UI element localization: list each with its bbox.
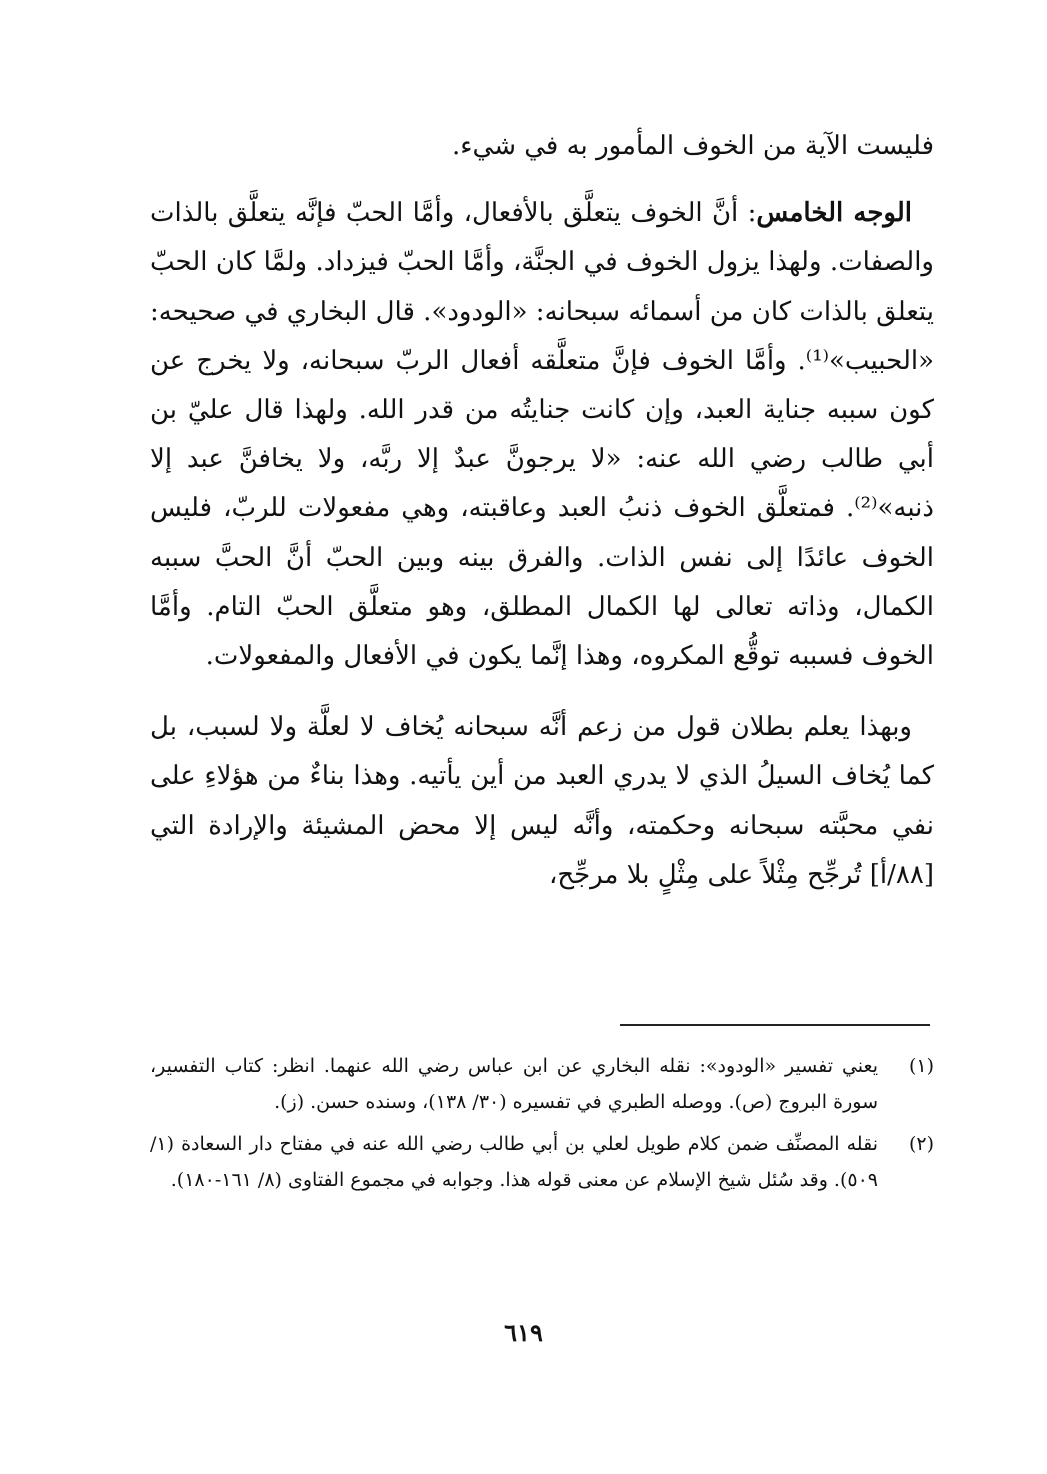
footnotes bbox=[150, 1048, 934, 1204]
footnote-divider bbox=[620, 1024, 930, 1026]
footnote-number: (١) bbox=[908, 1055, 934, 1077]
section-body: : أنَّ الخوف يتعلَّق بالأفعال، وأمَّا الحبّ فإنَّه يتعلَّق بالذات والصفات. ولهذا يزول الخوف في الجنَّة، وأمَّا الحبّ فيزداد. ولمَّا كان الحبّ يتعلق بالذات كان من أسمائه سبحانه: «الودود». قال البخاري في صحيحه: «الحبيب»⁽¹⁾. وأمَّا الخوف فإنَّ متعلَّقه أفعال الربّ سبحانه، ولا يخرج عن كون سببه جناية العبد، وإن كانت جنايتُه من قدر الله. ولهذا قال عليّ بن أبي طالب رضي الله عنه: «لا يرجونَّ عبدٌ إلا ربَّه، ولا يخافنَّ عبد إلا ذنبه»⁽²⁾. فمتعلَّق الخوف ذنبُ العبد وعاقبته، وهي مفعولات للربّ، فليس الخوف عائدًا إلى نفس الذات. والفرق بينه وبين الحبّ أنَّ الحبَّ سببه الكمال، وذاته تعالى لها الكمال المطلق، وهو متعلَّق الحبّ التام. وأمَّا الخوف فسببه توقُّع المكروه، وهذا إنَّما يكون في الأفعال والمفعولات. bbox=[149, 198, 934, 672]
paragraph-refutation: وبهذا يعلم بطلان قول من زعم أنَّه سبحانه يُخاف لا لعلَّة ولا لسبب، بل كما يُخاف السيلُ الذي لا يدري العبد من أين يأتيه. وهذا بناءٌ من هؤلاءِ على نفي محبَّته سبحانه وحكمته، وأنَّه ليس إلا محض المشيئة والإرادة التي [٨٨/أ] تُرجِّح مِثْلاً على مِثْلٍ بلا مرجِّح، bbox=[150, 712, 934, 890]
footnote-text: نقله المصنِّف ضمن كلام طويل لعلي بن أبي طالب رضي الله عنه في مفتاح دار السعادة (١/ ٥٠٩). وقد سُئل شيخ الإسلام عن معنى قوله هذا. وجوابه في مجموع الفتاوى (٨/ ١٦١-١٨٠). bbox=[150, 1133, 878, 1191]
main-text bbox=[150, 122, 934, 922]
page-number: ٦١٩ bbox=[504, 1318, 543, 1347]
footnote-2 bbox=[150, 1126, 934, 1198]
section-heading: الوجه الخامس bbox=[756, 198, 912, 229]
footnote-text: يعني تفسير «الودود»: نقله البخاري عن ابن عباس رضي الله عنهما. انظر: كتاب التفسير، سورة البروج (ص). ووصله الطبري في تفسيره (٣٠/ ١٣٨)، وسنده حسن. (ز). bbox=[150, 1055, 878, 1113]
footnote-number: (٢) bbox=[908, 1133, 934, 1155]
footnote-1 bbox=[150, 1048, 934, 1120]
paragraph-fifth-aspect bbox=[150, 189, 934, 681]
paragraph-first-line: فليست الآية من الخوف المأمور به في شيء. bbox=[452, 131, 934, 161]
